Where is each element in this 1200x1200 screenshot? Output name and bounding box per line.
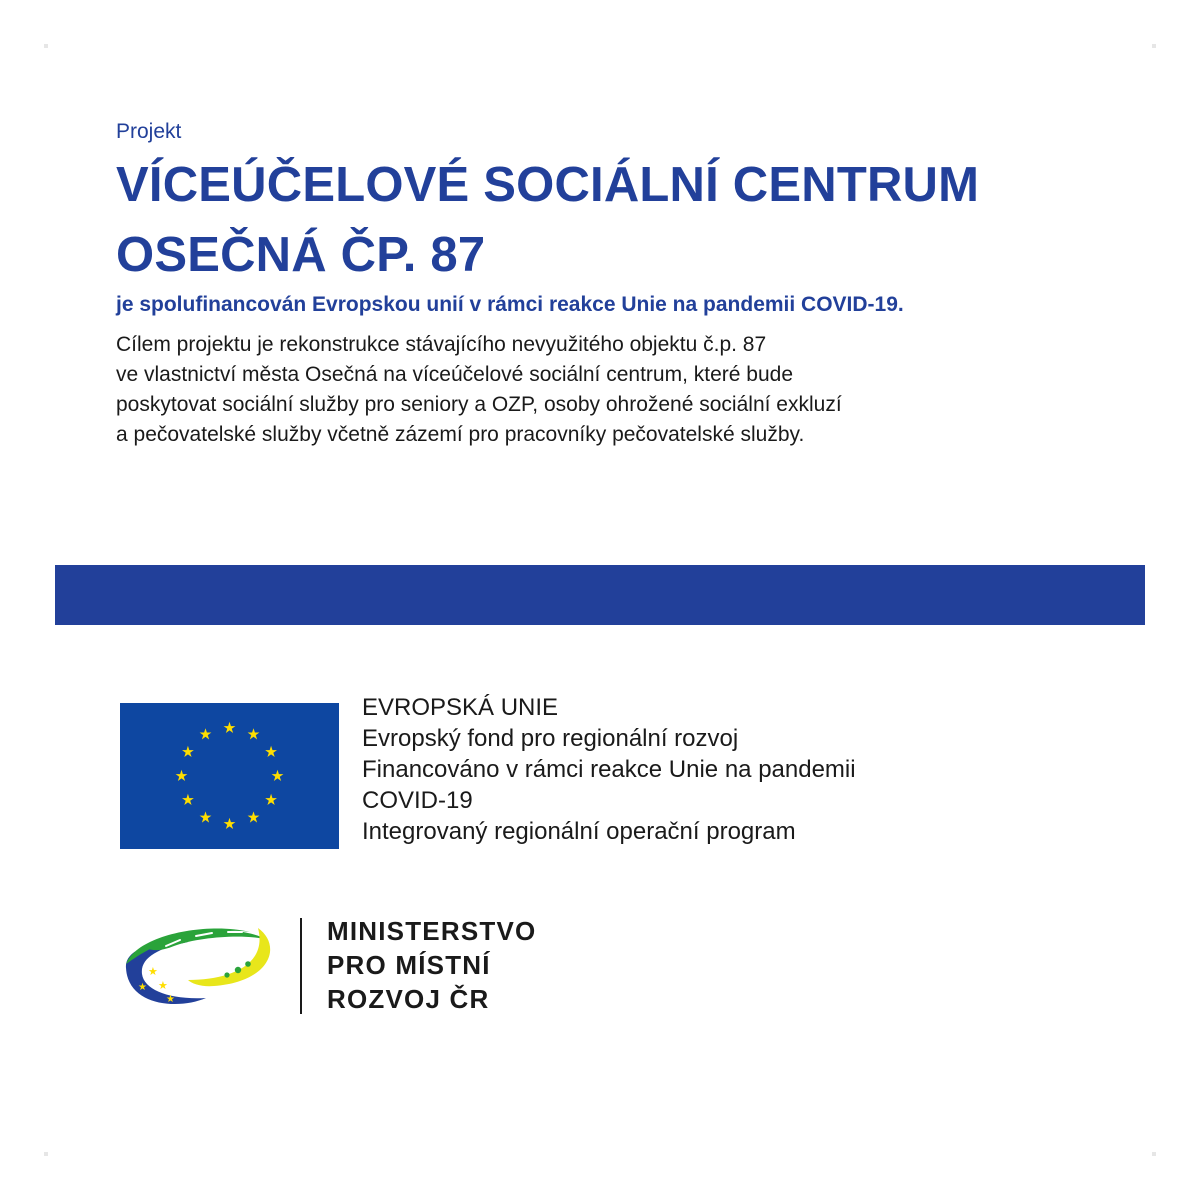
eu-star-icon <box>182 794 194 805</box>
mmr-logo-icon <box>118 918 278 1018</box>
eu-line: EVROPSKÁ UNIE <box>362 694 559 721</box>
description-line: a pečovatelské služby včetně zázemí pro pracovníky pečovatelské služby. <box>116 423 805 446</box>
eu-line: COVID-19 <box>362 787 473 814</box>
project-title-line: VÍCEÚČELOVÉ SOCIÁLNÍ CENTRUM <box>116 158 980 212</box>
eu-star-icon <box>265 794 277 805</box>
svg-text:★: ★ <box>166 994 175 1005</box>
eu-star-icon <box>248 728 260 739</box>
svg-text:★: ★ <box>148 965 158 978</box>
eu-line: Integrovaný regionální operační program <box>362 818 796 845</box>
svg-text:★: ★ <box>158 979 168 992</box>
mmr-divider <box>300 918 302 1014</box>
eu-line: Evropský fond pro regionální rozvoj <box>362 725 739 752</box>
eu-star-icon <box>265 746 277 757</box>
eu-flag-icon <box>120 703 339 849</box>
project-title-line: OSEČNÁ ČP. 87 <box>116 228 486 282</box>
svg-text:★: ★ <box>138 982 147 993</box>
corner-mark <box>1152 44 1156 48</box>
eu-star-icon <box>272 770 284 781</box>
description-line: ve vlastnictví města Osečná na víceúčelové sociální centrum, které bude <box>116 363 793 386</box>
eu-star-icon <box>224 722 236 733</box>
project-label: Projekt <box>116 120 182 143</box>
corner-mark <box>1152 1152 1156 1156</box>
blue-divider-band <box>55 565 1145 625</box>
description-line: Cílem projektu je rekonstrukce stávajícího nevyužitého objektu č.p. 87 <box>116 333 767 356</box>
project-title <box>116 150 1116 290</box>
corner-mark <box>44 44 48 48</box>
mmr-logo-graphic <box>118 918 278 1018</box>
eu-star-icon <box>176 770 188 781</box>
ministry-line: PRO MÍSTNÍ <box>327 950 491 980</box>
eu-flag-stars <box>120 703 339 849</box>
project-subtitle: je spolufinancován Evropskou unií v rámci reakce Unie na pandemii COVID-19. <box>116 293 904 316</box>
ministry-line: ROZVOJ ČR <box>327 984 490 1014</box>
ministry-name <box>327 914 536 1016</box>
description-line: poskytovat sociální služby pro seniory a OZP, osoby ohrožené sociální exkluzí <box>116 393 842 416</box>
eu-star-icon <box>200 728 212 739</box>
eu-star-icon <box>248 811 260 822</box>
eu-star-icon <box>224 818 236 829</box>
eu-star-icon <box>182 746 194 757</box>
corner-mark <box>44 1152 48 1156</box>
ministry-line: MINISTERSTVO <box>327 916 537 946</box>
eu-star-icon <box>200 811 212 822</box>
eu-funding-text <box>362 692 856 847</box>
eu-line: Financováno v rámci reakce Unie na pandemii <box>362 756 856 783</box>
project-description <box>116 330 1116 450</box>
